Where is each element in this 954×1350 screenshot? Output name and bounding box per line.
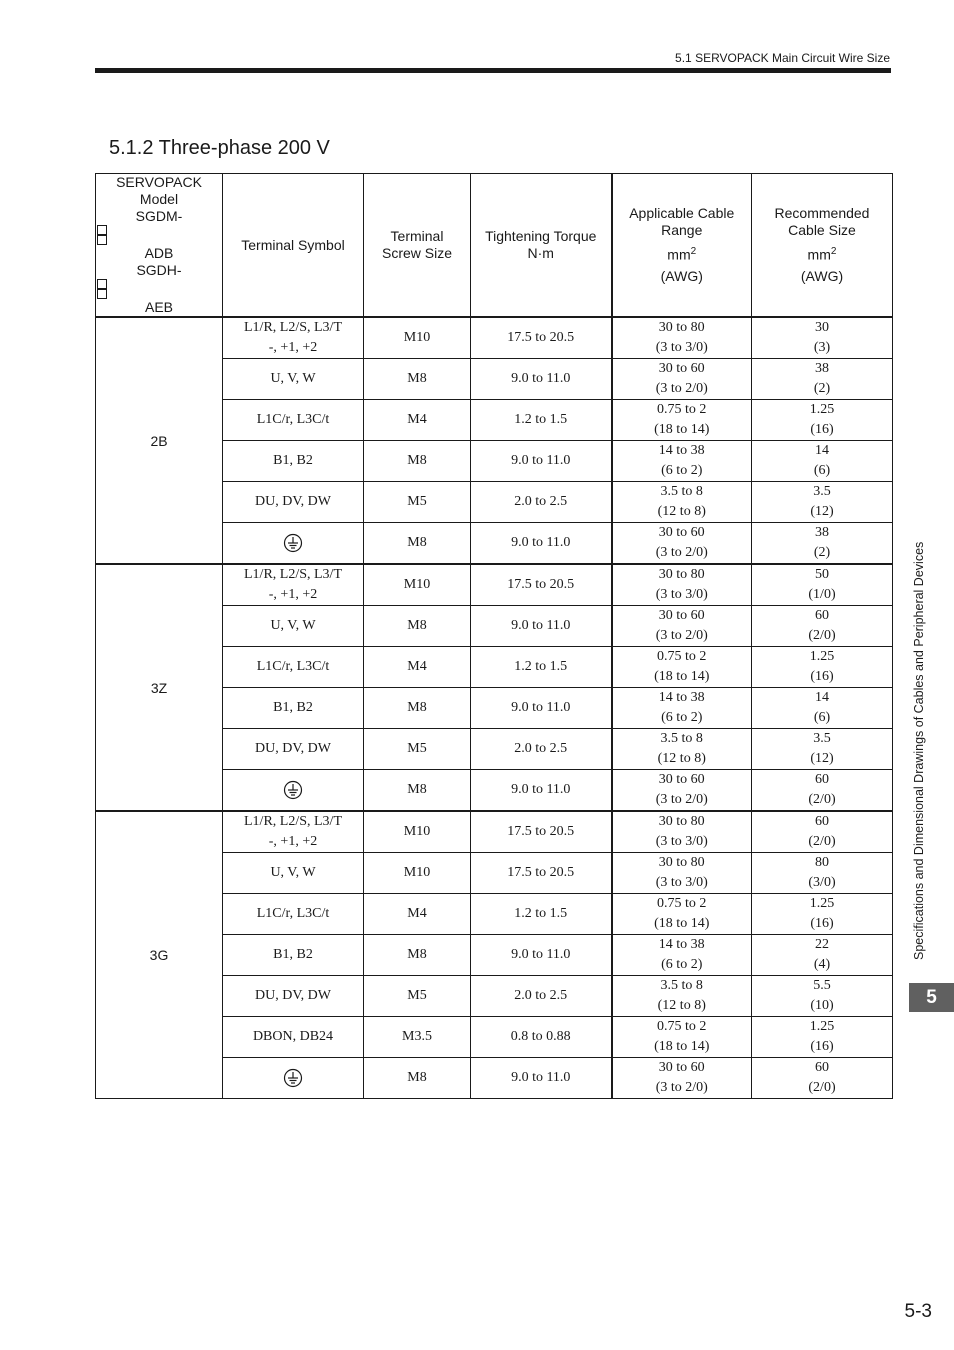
cable-range-cell bbox=[612, 441, 752, 482]
cable-range-line: (3 to 3/0) bbox=[655, 340, 708, 355]
terminal-symbol-lines bbox=[223, 986, 363, 1006]
screw-size-cell: M5 bbox=[364, 729, 471, 770]
recommended-size-lines bbox=[752, 482, 892, 522]
recommended-size-line: (3/0) bbox=[808, 875, 836, 890]
header-screw-size bbox=[364, 174, 471, 318]
torque-cell: 9.0 to 11.0 bbox=[471, 606, 612, 647]
terminal-symbol-lines bbox=[223, 616, 363, 636]
model-cell: 3Z bbox=[96, 564, 223, 811]
terminal-symbol-lines bbox=[223, 739, 363, 759]
terminal-symbol-cell bbox=[223, 976, 364, 1017]
recommended-size-line: (16) bbox=[810, 422, 834, 437]
cable-range-lines bbox=[613, 935, 752, 975]
cable-range-lines bbox=[613, 1017, 752, 1057]
recommended-size-lines bbox=[752, 1058, 892, 1098]
torque-cell: 17.5 to 20.5 bbox=[471, 317, 612, 359]
terminal-symbol-cell bbox=[223, 729, 364, 770]
recommended-size-cell bbox=[752, 564, 893, 606]
torque-cell: 1.2 to 1.5 bbox=[471, 894, 612, 935]
terminal-symbol-line: U, V, W bbox=[270, 618, 316, 633]
cable-range-lines bbox=[613, 441, 752, 481]
recommended-size-line: 22 bbox=[815, 937, 829, 952]
header-model-sgdm-suffix: ADB bbox=[144, 245, 174, 261]
white-square-icon bbox=[97, 235, 107, 245]
header-range-unit-base: mm bbox=[667, 246, 691, 263]
cable-range-line: 14 to 38 bbox=[658, 937, 705, 952]
recommended-size-lines bbox=[752, 894, 892, 934]
header-terminal-symbol: Terminal Symbol bbox=[223, 174, 364, 318]
terminal-symbol-lines bbox=[223, 369, 363, 389]
header-model-line-2: Model bbox=[139, 191, 179, 207]
recommended-size-line: 60 bbox=[815, 1060, 829, 1075]
recommended-size-line: (4) bbox=[813, 957, 831, 972]
torque-cell: 1.2 to 1.5 bbox=[471, 647, 612, 688]
cable-range-line: 30 to 60 bbox=[658, 525, 705, 540]
recommended-size-line: (1/0) bbox=[808, 587, 836, 602]
protective-earth-ground-icon bbox=[283, 1068, 303, 1088]
screw-size-cell: M8 bbox=[364, 1058, 471, 1099]
cable-range-lines bbox=[613, 482, 752, 522]
cable-range-cell bbox=[612, 770, 752, 812]
terminal-symbol-lines bbox=[223, 812, 363, 852]
terminal-symbol-cell bbox=[223, 647, 364, 688]
cable-range-lines bbox=[613, 318, 752, 358]
torque-cell: 0.8 to 0.88 bbox=[471, 1017, 612, 1058]
cable-range-cell bbox=[612, 729, 752, 770]
terminal-symbol-line: U, V, W bbox=[270, 371, 316, 386]
recommended-size-lines bbox=[752, 359, 892, 399]
screw-size-cell: M4 bbox=[364, 400, 471, 441]
header-range-awg: (AWG) bbox=[660, 267, 703, 284]
screw-size-cell: M10 bbox=[364, 564, 471, 606]
screw-size-cell: M10 bbox=[364, 811, 471, 853]
cable-range-line: 30 to 60 bbox=[658, 608, 705, 623]
header-model-sgdh-prefix: SGDH- bbox=[136, 262, 182, 278]
terminal-symbol-lines bbox=[223, 410, 363, 430]
cable-range-cell bbox=[612, 935, 752, 976]
cable-range-line: (3 to 2/0) bbox=[655, 381, 708, 396]
recommended-size-cell bbox=[752, 606, 893, 647]
recommended-size-line: (6) bbox=[813, 463, 831, 478]
recommended-size-lines bbox=[752, 935, 892, 975]
header-recommended bbox=[752, 174, 893, 318]
cable-range-cell bbox=[612, 976, 752, 1017]
cable-range-line: (3 to 2/0) bbox=[655, 1080, 708, 1095]
recommended-size-cell bbox=[752, 647, 893, 688]
cable-range-line: (3 to 3/0) bbox=[655, 875, 708, 890]
cable-range-lines bbox=[613, 359, 752, 399]
cable-range-line: 0.75 to 2 bbox=[657, 649, 707, 664]
cable-range-lines bbox=[613, 976, 752, 1016]
terminal-symbol-cell bbox=[223, 606, 364, 647]
screw-size-cell: M10 bbox=[364, 853, 471, 894]
protective-earth-ground-icon bbox=[283, 533, 303, 553]
header-rec-line-2: Cable Size bbox=[788, 222, 856, 239]
header-model-sgdm-prefix: SGDM- bbox=[135, 208, 183, 224]
cable-range-line: (12 to 8) bbox=[657, 504, 706, 519]
recommended-size-lines bbox=[752, 441, 892, 481]
terminal-symbol-cell bbox=[223, 811, 364, 853]
header-model-line-3 bbox=[96, 208, 222, 262]
cable-range-line: 30 to 80 bbox=[658, 855, 705, 870]
cable-range-line: (3 to 2/0) bbox=[655, 792, 708, 807]
screw-size-cell: M8 bbox=[364, 688, 471, 729]
recommended-size-line: (12) bbox=[810, 504, 834, 519]
header-range-unit-exp: 2 bbox=[690, 246, 697, 258]
recommended-size-line: (2/0) bbox=[808, 1080, 836, 1095]
terminal-symbol-cell bbox=[223, 1017, 364, 1058]
cable-range-line: (3 to 3/0) bbox=[655, 834, 708, 849]
recommended-size-cell bbox=[752, 894, 893, 935]
cable-range-line: (3 to 2/0) bbox=[655, 545, 708, 560]
cable-range-cell bbox=[612, 1017, 752, 1058]
recommended-size-cell bbox=[752, 317, 893, 359]
recommended-size-cell bbox=[752, 523, 893, 565]
screw-size-cell: M8 bbox=[364, 441, 471, 482]
terminal-symbol-line: B1, B2 bbox=[273, 700, 313, 715]
terminal-symbol-cell bbox=[223, 482, 364, 523]
cable-range-line: (12 to 8) bbox=[657, 998, 706, 1013]
header-range-line-1: Applicable Cable bbox=[629, 205, 735, 222]
cable-range-cell bbox=[612, 400, 752, 441]
cable-range-line: (3 to 2/0) bbox=[655, 628, 708, 643]
terminal-symbol-cell bbox=[223, 853, 364, 894]
screw-size-cell: M4 bbox=[364, 894, 471, 935]
recommended-size-line: 60 bbox=[815, 772, 829, 787]
recommended-size-cell bbox=[752, 935, 893, 976]
terminal-symbol-lines bbox=[223, 863, 363, 883]
terminal-symbol-lines bbox=[223, 698, 363, 718]
header-torque-line-2: N·m bbox=[527, 245, 554, 261]
screw-size-cell: M5 bbox=[364, 976, 471, 1017]
torque-cell: 9.0 to 11.0 bbox=[471, 770, 612, 812]
cable-range-lines bbox=[613, 812, 752, 852]
cable-range-lines bbox=[613, 400, 752, 440]
terminal-symbol-lines bbox=[223, 657, 363, 677]
torque-cell: 17.5 to 20.5 bbox=[471, 853, 612, 894]
header-screw-line-1: Terminal bbox=[390, 228, 444, 244]
table-row bbox=[96, 564, 893, 606]
header-cable-range bbox=[612, 174, 752, 318]
recommended-size-lines bbox=[752, 565, 892, 605]
screw-size-cell: M8 bbox=[364, 523, 471, 565]
wire-size-table bbox=[95, 173, 893, 1099]
terminal-symbol-cell bbox=[223, 400, 364, 441]
cable-range-cell bbox=[612, 359, 752, 400]
cable-range-line: 3.5 to 8 bbox=[660, 978, 703, 993]
recommended-size-lines bbox=[752, 729, 892, 769]
cable-range-line: (18 to 14) bbox=[654, 1039, 710, 1054]
terminal-symbol-cell bbox=[223, 770, 364, 812]
cable-range-line: 0.75 to 2 bbox=[657, 896, 707, 911]
header-range-line-2: Range bbox=[661, 222, 703, 239]
cable-range-cell bbox=[612, 1058, 752, 1099]
header-torque-line-1: Tightening Torque bbox=[485, 228, 597, 244]
terminal-symbol-lines bbox=[223, 945, 363, 965]
recommended-size-line: (16) bbox=[810, 669, 834, 684]
recommended-size-line: 1.25 bbox=[809, 402, 835, 417]
recommended-size-line: 38 bbox=[815, 361, 829, 376]
terminal-symbol-cell bbox=[223, 317, 364, 359]
terminal-symbol-line: L1/R, L2/S, L3/T bbox=[244, 814, 342, 829]
cable-range-line: 14 to 38 bbox=[658, 443, 705, 458]
terminal-symbol-line: DU, DV, DW bbox=[255, 494, 331, 509]
recommended-size-line: 1.25 bbox=[809, 896, 835, 911]
cable-range-line: 0.75 to 2 bbox=[657, 1019, 707, 1034]
cable-range-cell bbox=[612, 688, 752, 729]
recommended-size-line: 1.25 bbox=[809, 649, 835, 664]
cable-range-lines bbox=[613, 894, 752, 934]
cable-range-cell bbox=[612, 523, 752, 565]
torque-cell: 9.0 to 11.0 bbox=[471, 359, 612, 400]
terminal-symbol-cell bbox=[223, 1058, 364, 1099]
recommended-size-line: (6) bbox=[813, 710, 831, 725]
recommended-size-cell bbox=[752, 853, 893, 894]
recommended-size-line: 60 bbox=[815, 608, 829, 623]
recommended-size-line: (10) bbox=[810, 998, 834, 1013]
screw-size-cell: M8 bbox=[364, 935, 471, 976]
torque-cell: 1.2 to 1.5 bbox=[471, 400, 612, 441]
terminal-symbol-lines bbox=[223, 492, 363, 512]
cable-range-line: 30 to 60 bbox=[658, 361, 705, 376]
screw-size-cell: M4 bbox=[364, 647, 471, 688]
torque-cell: 9.0 to 11.0 bbox=[471, 441, 612, 482]
cable-range-lines bbox=[613, 729, 752, 769]
header-rec-unit-exp: 2 bbox=[830, 246, 837, 258]
cable-range-cell bbox=[612, 317, 752, 359]
recommended-size-line: 50 bbox=[815, 567, 829, 582]
screw-size-cell: M3.5 bbox=[364, 1017, 471, 1058]
terminal-symbol-cell bbox=[223, 894, 364, 935]
torque-cell: 2.0 to 2.5 bbox=[471, 976, 612, 1017]
header-range-unit bbox=[613, 243, 752, 264]
screw-size-cell: M8 bbox=[364, 770, 471, 812]
recommended-size-cell bbox=[752, 441, 893, 482]
cable-range-line: (6 to 2) bbox=[661, 463, 703, 478]
recommended-size-line: (2) bbox=[813, 381, 831, 396]
recommended-size-line: 30 bbox=[815, 320, 829, 335]
terminal-symbol-line: -, +1, +2 bbox=[268, 587, 318, 602]
recommended-size-line: 60 bbox=[815, 814, 829, 829]
recommended-size-lines bbox=[752, 1017, 892, 1057]
recommended-size-line: 14 bbox=[815, 443, 829, 458]
recommended-size-lines bbox=[752, 976, 892, 1016]
recommended-size-lines bbox=[752, 318, 892, 358]
running-header-title: 5.1 SERVOPACK Main Circuit Wire Size bbox=[675, 51, 890, 65]
terminal-symbol-cell bbox=[223, 359, 364, 400]
cable-range-cell bbox=[612, 853, 752, 894]
terminal-symbol-line: B1, B2 bbox=[273, 453, 313, 468]
header-rec-awg: (AWG) bbox=[800, 267, 844, 284]
cable-range-lines bbox=[613, 1058, 752, 1098]
page-number: 5-3 bbox=[904, 1301, 932, 1322]
terminal-symbol-cell bbox=[223, 523, 364, 565]
terminal-symbol-lines bbox=[223, 565, 363, 605]
side-tab-label: Specifications and Dimensional Drawings of Cables and Peripheral Devices bbox=[912, 541, 926, 960]
recommended-size-cell bbox=[752, 482, 893, 523]
terminal-symbol-line: U, V, W bbox=[270, 865, 316, 880]
screw-size-cell: M8 bbox=[364, 606, 471, 647]
terminal-symbol-line: L1C/r, L3C/t bbox=[256, 659, 330, 674]
cable-range-cell bbox=[612, 564, 752, 606]
cable-range-lines bbox=[613, 606, 752, 646]
recommended-size-lines bbox=[752, 770, 892, 810]
cable-range-line: 3.5 to 8 bbox=[660, 484, 703, 499]
torque-cell: 9.0 to 11.0 bbox=[471, 1058, 612, 1099]
recommended-size-line: (3) bbox=[813, 340, 831, 355]
cable-range-cell bbox=[612, 647, 752, 688]
table-row bbox=[96, 811, 893, 853]
recommended-size-line: 14 bbox=[815, 690, 829, 705]
cable-range-line: 30 to 80 bbox=[658, 320, 705, 335]
terminal-symbol-lines bbox=[223, 1027, 363, 1047]
model-cell: 3G bbox=[96, 811, 223, 1099]
recommended-size-cell bbox=[752, 770, 893, 812]
terminal-symbol-cell bbox=[223, 441, 364, 482]
cable-range-line: (3 to 3/0) bbox=[655, 587, 708, 602]
recommended-size-lines bbox=[752, 606, 892, 646]
recommended-size-line: (2/0) bbox=[808, 628, 836, 643]
header-model-line-4 bbox=[96, 262, 222, 316]
cable-range-line: (18 to 14) bbox=[654, 669, 710, 684]
white-square-icon bbox=[97, 279, 107, 289]
recommended-size-lines bbox=[752, 523, 892, 563]
torque-cell: 9.0 to 11.0 bbox=[471, 688, 612, 729]
recommended-size-cell bbox=[752, 1058, 893, 1099]
cable-range-line: 30 to 60 bbox=[658, 772, 705, 787]
terminal-symbol-line: DU, DV, DW bbox=[255, 988, 331, 1003]
cable-range-line: 3.5 to 8 bbox=[660, 731, 703, 746]
header-screw-line-2: Screw Size bbox=[381, 245, 453, 261]
recommended-size-line: (2/0) bbox=[808, 792, 836, 807]
protective-earth-ground-icon bbox=[283, 780, 303, 800]
recommended-size-line: (16) bbox=[810, 1039, 834, 1054]
section-title: 5.1.2 Three-phase 200 V bbox=[109, 137, 330, 159]
header-torque bbox=[471, 174, 612, 318]
recommended-size-line: (2) bbox=[813, 545, 831, 560]
cable-range-line: (6 to 2) bbox=[661, 957, 703, 972]
table-header-row bbox=[96, 174, 893, 318]
recommended-size-lines bbox=[752, 400, 892, 440]
torque-cell: 17.5 to 20.5 bbox=[471, 564, 612, 606]
terminal-symbol-line: L1/R, L2/S, L3/T bbox=[244, 320, 342, 335]
recommended-size-line: 38 bbox=[815, 525, 829, 540]
header-rule bbox=[95, 68, 891, 73]
terminal-symbol-lines bbox=[223, 318, 363, 358]
terminal-symbol-line: B1, B2 bbox=[273, 947, 313, 962]
header-rec-line-1: Recommended bbox=[774, 205, 870, 222]
header-rec-unit bbox=[752, 243, 892, 264]
terminal-symbol-cell bbox=[223, 935, 364, 976]
recommended-size-cell bbox=[752, 976, 893, 1017]
cable-range-line: 30 to 80 bbox=[658, 814, 705, 829]
terminal-symbol-lines bbox=[223, 904, 363, 924]
terminal-symbol-line: L1/R, L2/S, L3/T bbox=[244, 567, 342, 582]
screw-size-cell: M10 bbox=[364, 317, 471, 359]
white-square-icon bbox=[97, 289, 107, 299]
terminal-symbol-cell bbox=[223, 564, 364, 606]
torque-cell: 2.0 to 2.5 bbox=[471, 482, 612, 523]
recommended-size-line: 80 bbox=[815, 855, 829, 870]
cable-range-lines bbox=[613, 647, 752, 687]
screw-size-cell: M5 bbox=[364, 482, 471, 523]
model-cell: 2B bbox=[96, 317, 223, 564]
recommended-size-lines bbox=[752, 812, 892, 852]
cable-range-cell bbox=[612, 606, 752, 647]
terminal-symbol-line: DBON, DB24 bbox=[252, 1029, 334, 1044]
recommended-size-cell bbox=[752, 1017, 893, 1058]
recommended-size-lines bbox=[752, 853, 892, 893]
torque-cell: 2.0 to 2.5 bbox=[471, 729, 612, 770]
terminal-symbol-lines bbox=[223, 451, 363, 471]
recommended-size-line: 3.5 bbox=[813, 731, 831, 746]
cable-range-lines bbox=[613, 565, 752, 605]
torque-cell: 17.5 to 20.5 bbox=[471, 811, 612, 853]
torque-cell: 9.0 to 11.0 bbox=[471, 523, 612, 565]
cable-range-line: 30 to 60 bbox=[658, 1060, 705, 1075]
recommended-size-cell bbox=[752, 729, 893, 770]
cable-range-lines bbox=[613, 853, 752, 893]
cable-range-lines bbox=[613, 770, 752, 810]
chapter-tab: 5 bbox=[909, 983, 954, 1012]
cable-range-cell bbox=[612, 482, 752, 523]
cable-range-cell bbox=[612, 811, 752, 853]
recommended-size-line: (16) bbox=[810, 916, 834, 931]
cable-range-line: 0.75 to 2 bbox=[657, 402, 707, 417]
terminal-symbol-line: L1C/r, L3C/t bbox=[256, 906, 330, 921]
cable-range-line: (18 to 14) bbox=[654, 916, 710, 931]
recommended-size-line: (12) bbox=[810, 751, 834, 766]
header-model bbox=[96, 174, 223, 318]
cable-range-cell bbox=[612, 894, 752, 935]
cable-range-line: (12 to 8) bbox=[657, 751, 706, 766]
cable-range-line: (18 to 14) bbox=[654, 422, 710, 437]
cable-range-line: (6 to 2) bbox=[661, 710, 703, 725]
terminal-symbol-line: L1C/r, L3C/t bbox=[256, 412, 330, 427]
terminal-symbol-cell bbox=[223, 688, 364, 729]
terminal-symbol-line: -, +1, +2 bbox=[268, 340, 318, 355]
recommended-size-line: 5.5 bbox=[813, 978, 831, 993]
torque-cell: 9.0 to 11.0 bbox=[471, 935, 612, 976]
terminal-symbol-line: -, +1, +2 bbox=[268, 834, 318, 849]
header-model-line-1: SERVOPACK bbox=[116, 174, 202, 190]
cable-range-lines bbox=[613, 688, 752, 728]
recommended-size-cell bbox=[752, 688, 893, 729]
recommended-size-line: 3.5 bbox=[813, 484, 831, 499]
recommended-size-lines bbox=[752, 647, 892, 687]
table-body bbox=[96, 317, 893, 1099]
recommended-size-lines bbox=[752, 688, 892, 728]
cable-range-line: 30 to 80 bbox=[658, 567, 705, 582]
recommended-size-cell bbox=[752, 359, 893, 400]
recommended-size-cell bbox=[752, 811, 893, 853]
header-rec-unit-base: mm bbox=[807, 246, 831, 263]
screw-size-cell: M8 bbox=[364, 359, 471, 400]
table-row bbox=[96, 317, 893, 359]
cable-range-line: 14 to 38 bbox=[658, 690, 705, 705]
cable-range-lines bbox=[613, 523, 752, 563]
white-square-icon bbox=[97, 225, 107, 235]
terminal-symbol-line: DU, DV, DW bbox=[255, 741, 331, 756]
recommended-size-line: 1.25 bbox=[809, 1019, 835, 1034]
recommended-size-cell bbox=[752, 400, 893, 441]
header-model-sgdh-suffix: AEB bbox=[144, 299, 173, 315]
recommended-size-line: (2/0) bbox=[808, 834, 836, 849]
